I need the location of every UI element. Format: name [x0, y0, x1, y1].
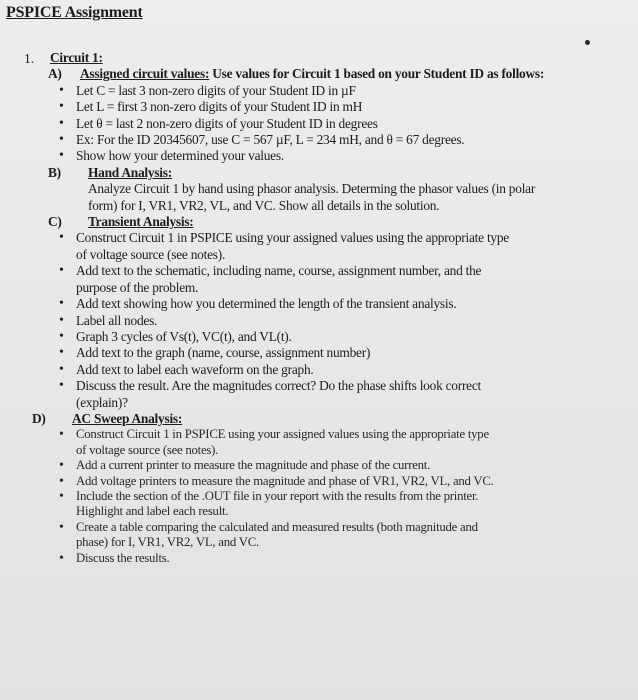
list-item — [50, 378, 625, 411]
list-item-line: • Discuss the result. Are the magnitudes correct? Do the phase shifts look correct — [76, 378, 482, 394]
list-item — [50, 551, 625, 566]
section-c-label: C) — [48, 214, 62, 230]
list-item-line: • Graph 3 cycles of Vs(t), VC(t), and VL(t). — [76, 328, 292, 344]
list-item — [50, 313, 625, 329]
section-d — [32, 410, 625, 566]
list-item-line: of voltage source (see notes). — [76, 442, 219, 457]
list-item-line: • Label all nodes. — [76, 312, 158, 328]
circuit-heading: Circuit 1: — [50, 50, 103, 65]
list-item-line: • Add a current printer to measure the magnitude and phase of the current. — [76, 458, 431, 473]
list-item: • Show how your determined your values. — [50, 148, 625, 164]
list-item-line: of voltage source (see notes). — [76, 246, 226, 262]
section-b-label: B) — [48, 164, 61, 180]
section-d-bullets — [50, 427, 625, 566]
list-item — [50, 489, 625, 520]
section-b-heading: Hand Analysis: — [88, 164, 172, 180]
section-a-label: A) — [48, 66, 62, 82]
list-item-line: • Create a table comparing the calculated and measured results (both magnitude and — [76, 519, 478, 534]
section-b-line: form) for I, VR1, VR2, VL, and VC. Show all details in the solution. — [88, 197, 440, 213]
list-item: • Let θ = last 2 non-zero digits of your Student ID in degrees — [50, 116, 625, 132]
section-a — [50, 66, 625, 164]
list-item-line: • Add text to the schematic, including name, course, assignment number, and the — [76, 263, 482, 279]
list-item-line: purpose of the problem. — [76, 279, 199, 295]
list-item-line: Highlight and label each result. — [76, 504, 229, 519]
list-item: • Let L = first 3 non-zero digits of your Student ID in mH — [50, 99, 625, 115]
list-item — [50, 520, 625, 551]
item-number: 1. — [24, 51, 35, 66]
section-d-label: D) — [32, 410, 46, 426]
list-item-line: • Add text to the graph (name, course, assignment number) — [76, 345, 371, 361]
list-item — [50, 263, 625, 296]
section-d-heading: AC Sweep Analysis: — [72, 410, 183, 426]
section-b-line: Analyze Circuit 1 by hand using phasor analysis. Determing the phasor values (in polar — [88, 181, 536, 197]
list-item — [50, 296, 625, 312]
section-c — [50, 214, 625, 411]
section-c-bullets — [50, 230, 625, 410]
list-item-line: • Add voltage printers to measure the magnitude and phase of VR1, VR2, VL, and VC. — [76, 473, 494, 488]
list-item — [50, 345, 625, 361]
list-item-line: • Construct Circuit 1 in PSPICE using your assigned values using the appropriate type — [76, 427, 489, 442]
list-item — [50, 474, 625, 489]
list-item-line: • Include the section of the .OUT file in your report with the results from the printer. — [76, 488, 479, 503]
stray-dot — [585, 40, 590, 45]
list-item-line: phase) for I, VR1, VR2, VL, and VC. — [76, 535, 259, 550]
section-b — [50, 165, 625, 214]
list-item-line: • Construct Circuit 1 in PSPICE using your assigned values using the appropriate type — [76, 230, 509, 246]
section-a-heading-rest: Use values for Circuit 1 based on your Student ID as follows: — [209, 66, 545, 82]
list-item: • Let C = last 3 non-zero digits of your Student ID in µF — [50, 83, 625, 99]
page-title: PSPICE Assignment — [6, 4, 143, 21]
list-item: • Ex: For the ID 20345607, use C = 567 µF, L = 234 mH, and θ = 67 degrees. — [50, 132, 625, 148]
list-item — [50, 427, 625, 458]
assignment-content — [32, 50, 625, 566]
section-c-heading: Transient Analysis: — [88, 214, 194, 230]
list-item-line: • Add text to label each waveform on the graph. — [76, 361, 314, 377]
section-a-bullets — [50, 83, 625, 165]
list-item — [50, 230, 625, 263]
list-item-line: • Discuss the results. — [76, 550, 170, 565]
section-a-heading: Assigned circuit values: — [80, 66, 210, 82]
list-item — [50, 362, 625, 378]
list-item — [50, 458, 625, 473]
list-item-line: (explain)? — [76, 394, 128, 410]
list-item — [50, 329, 625, 345]
list-item-line: • Add text showing how you determined the length of the transient analysis. — [76, 296, 457, 312]
